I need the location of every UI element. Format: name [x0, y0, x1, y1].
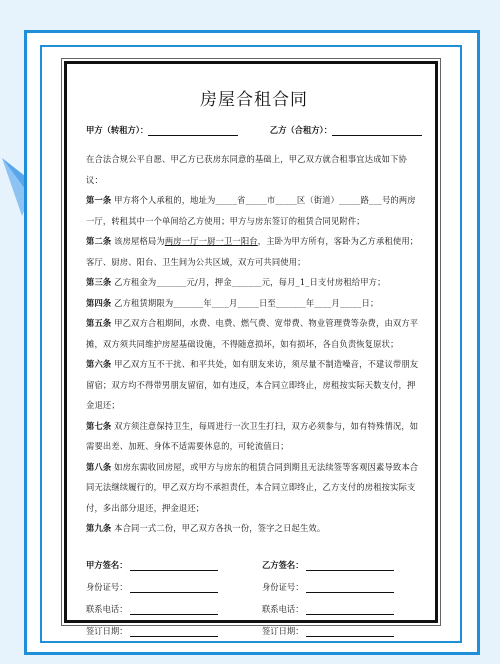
clause-label: 第五条	[86, 318, 112, 328]
clause-label: 第三条	[86, 277, 112, 287]
signature-row	[86, 549, 422, 571]
clause-label: 第一条	[86, 195, 112, 205]
clause-text: 乙方租赁期限为_______年____月_____日至_______年____月_____日；	[114, 297, 379, 308]
clause-text: 乙方租金为_______元/月，押金_______元，每月_1_日支付房租给甲方；	[114, 277, 386, 287]
party-a-label: 甲方（转租方）：	[86, 125, 149, 135]
clause-2	[86, 231, 422, 272]
party-a-phone-field[interactable]	[130, 606, 218, 615]
clause-1	[86, 190, 422, 231]
party-a-signature-field[interactable]	[130, 562, 218, 571]
clause-label: 第二条	[86, 236, 112, 246]
party-a-date-field[interactable]	[130, 628, 218, 637]
clause-text: 甲方将个人承租的，地址为_____省_____市_____区（街道）_____路___号的两房一厅，转租其中一个单间给乙方使用；甲方与房东签订的租赁合同见附件；	[86, 195, 416, 226]
party-b-signature	[262, 559, 422, 571]
party-a-field[interactable]	[148, 127, 238, 136]
clause-9	[86, 518, 422, 539]
party-a-date	[86, 625, 246, 637]
party-b	[270, 124, 422, 136]
contract-document	[64, 61, 438, 636]
clause-label: 第九条	[86, 523, 112, 533]
clause-label: 第六条	[86, 359, 112, 369]
contract-title: 房屋合租合同	[200, 90, 308, 110]
phone-row	[86, 593, 422, 615]
signature-block	[86, 549, 422, 637]
sig-label: 甲方签名：	[86, 559, 128, 570]
date-row	[86, 615, 422, 637]
sig-label: 乙方签名：	[262, 559, 304, 570]
party-b-field[interactable]	[332, 127, 422, 136]
party-b-label: 乙方（合租方）：	[269, 125, 332, 135]
id-label: 身份证号：	[86, 581, 128, 592]
clause-3	[86, 272, 422, 293]
party-b-signature-field[interactable]	[306, 562, 394, 571]
party-b-date	[262, 625, 422, 637]
party-a-id-field[interactable]	[130, 584, 218, 593]
party-a-phone	[86, 603, 246, 615]
clause-label: 第八条	[86, 461, 112, 472]
party-a-id	[86, 581, 246, 593]
clause-5	[86, 313, 422, 354]
date-label: 签订日期：	[86, 625, 128, 636]
clause-4	[86, 293, 422, 314]
preamble	[86, 149, 422, 190]
party-a	[86, 124, 238, 136]
preamble-text: 在合法合规公平自愿、甲乙方已获房东同意的基础上，甲乙双方就合租事宜达成如下协议：	[86, 154, 407, 185]
clause-8	[86, 457, 422, 519]
clause-text: 本合同一式二份，甲乙双方各执一份，签字之日起生效。	[114, 523, 326, 533]
clause-text: 双方须注意保持卫生，每周进行一次卫生打扫，双方必须参与，如有特殊情况，如需要出差、加班、身体不适需要休息的，可轮流值日；	[86, 420, 419, 451]
clause-6	[86, 354, 422, 416]
party-b-id-field[interactable]	[306, 584, 394, 593]
parties-row	[86, 124, 422, 136]
party-b-phone	[262, 603, 422, 615]
clause-text: 甲乙双方合租期间，水费、电费、燃气费、宽带费、物业管理费等杂费，由双方平摊，双方须共同维护房屋基础设施，不得随意损坏，如有损坏，各自负责恢复原状；	[86, 318, 419, 349]
party-b-phone-field[interactable]	[306, 606, 394, 615]
id-label: 身份证号：	[262, 581, 304, 592]
clause-label: 第四条	[86, 297, 112, 308]
clause-text: 甲乙双方互不干扰、和平共处，如有朋友来访，须尽量不制造噪音，不建议带朋友留宿；双方均不得带男朋友留宿，如有违反，本合同立即终止，房租按实际天数支付，押金退还；	[86, 359, 419, 410]
layout-value: 两房一厅一厨一卫一阳台	[164, 236, 258, 246]
date-label: 签订日期：	[262, 625, 304, 636]
party-b-id	[262, 581, 422, 593]
party-a-signature	[86, 559, 246, 571]
id-row	[86, 571, 422, 593]
clause-label: 第七条	[86, 420, 112, 431]
clause-text: 该房屋格局为	[114, 236, 165, 246]
party-b-date-field[interactable]	[306, 628, 394, 637]
clause-7	[86, 416, 422, 457]
clause-text: ，主卧为甲方所有，客卧为乙方承租使用；客厅、厨房、阳台、卫生间为公共区域，双方可共同使用；	[86, 236, 419, 267]
phone-label: 联系电话：	[86, 603, 128, 614]
clause-text: 如房东需收回房屋，或甲方与房东的租赁合同到期且无法续签等客观因素导致本合同无法继续履行的，甲乙双方均不承担责任，本合同立即终止，乙方支付的房租按实际支付，多出部分退还，押金退还；	[86, 461, 419, 513]
phone-label: 联系电话：	[262, 603, 304, 614]
